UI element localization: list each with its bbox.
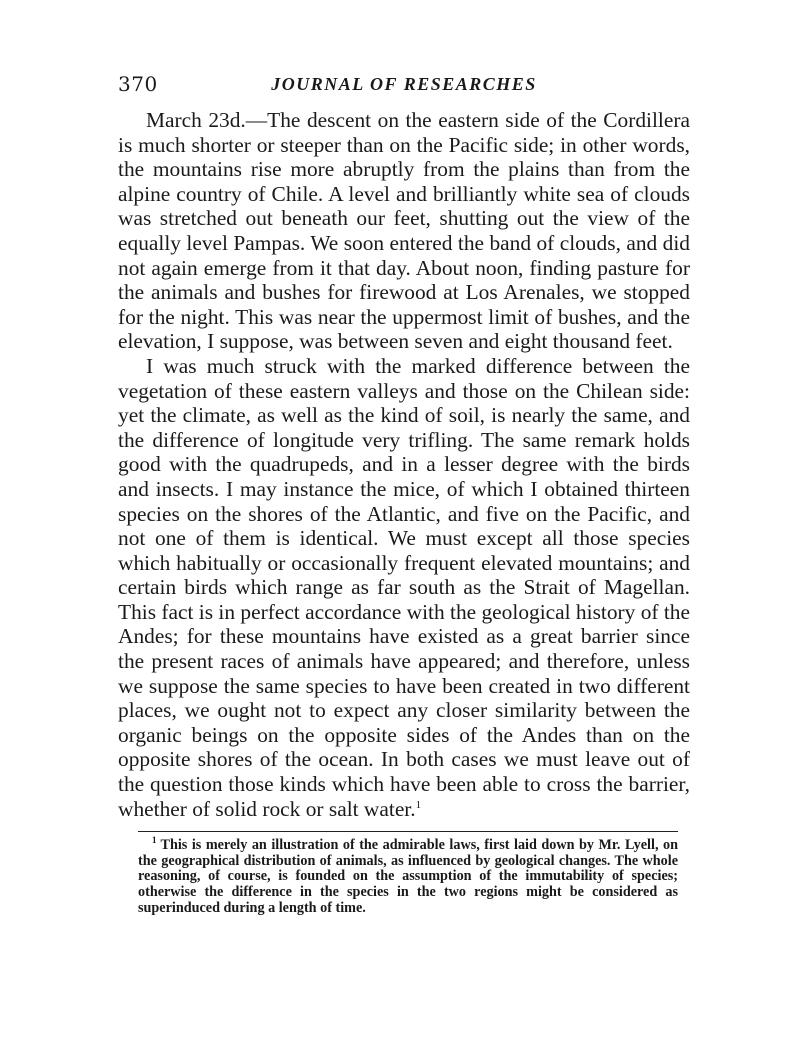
- footnote: [138, 835, 678, 916]
- footnote-number: 1: [152, 835, 157, 846]
- footnote-text: This is merely an illustration of the admirable laws, first laid down by Mr. Lyell, on the geographical distribution of animals, as influenced by geological changes. The whole reasoning, of course, is founded on the assumption of the immutability of species; otherwise the difference in the species in the two regions might be considered as superinduced during a length of time.: [138, 837, 678, 916]
- paragraph-text: March 23d.—The descent on the eastern side of the Cordillera is much shorter or steeper than on the Pacific side; in other words, the mountains rise more abruptly from the plains than from the alpine country of Chile. A level and brilliantly white sea of clouds was stretched out beneath our feet, shutting out the view of the equally level Pampas. We soon entered the band of clouds, and did not again emerge from it that day. About noon, finding pasture for the animals and bushes for firewood at Los Arenales, we stopped for the night. This was near the uppermost limit of bushes, and the elevation, I suppose, was between seven and eight thousand feet.: [118, 108, 690, 354]
- page-number: 370: [118, 72, 158, 96]
- paragraph-text: I was much struck with the marked difference between the vegetation of these eastern valleys and those on the Chilean side: yet the climate, as well as the kind of soil, is nearly the same, and the difference of longitude very trifling. The same remark holds good with the quadrupeds, and in a lesser degree with the birds and insects. I may instance the mice, of which I obtained thirteen species on the shores of the Atlantic, and five on the Pacific, and not one of them is identical. We must except all those species which habitually or occasionally frequent elevated mountains; and certain birds which range as far south as the Strait of Magellan. This fact is in perfect accordance with the geological history of the Andes; for these mountains have existed as a great barrier since the present races of animals have appeared; and therefore, unless we suppose the same species to have been created in two different places, we ought not to expect any closer similarity between the organic beings on the opposite sides of the Andes than on the opposite shores of the ocean. In both cases we must leave out of the question those kinds which have been able to cross the barrier, whether of solid rock or salt water.: [118, 353, 690, 821]
- book-page: [118, 72, 690, 916]
- paragraph: [118, 108, 690, 354]
- body-text: [118, 108, 690, 821]
- footnote-reference[interactable]: 1: [415, 798, 422, 811]
- running-head: JOURNAL OF RESEARCHES: [271, 74, 537, 94]
- paragraph: [118, 354, 690, 821]
- footnote-divider: [138, 831, 678, 832]
- page-header: [118, 72, 690, 108]
